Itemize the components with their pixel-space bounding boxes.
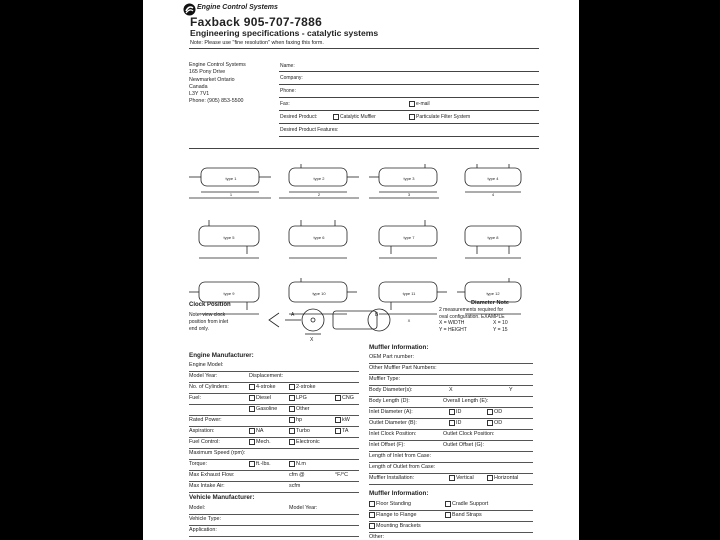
cell-text: OD bbox=[494, 420, 503, 427]
row-option bbox=[289, 472, 305, 478]
cell-text: ID bbox=[456, 420, 462, 427]
cell-text: Muffler Type: bbox=[369, 376, 400, 382]
diameter-note-line: 2 measurements required for bbox=[439, 307, 504, 313]
cell-text: Model Year: bbox=[289, 505, 318, 511]
type-label: type 3 bbox=[403, 176, 415, 181]
fax-form-page bbox=[143, 0, 579, 540]
catalytic-muffler-option[interactable] bbox=[333, 114, 376, 120]
checkbox[interactable] bbox=[333, 114, 339, 120]
row-option[interactable] bbox=[249, 461, 271, 467]
address-line: Phone: (905) 853-5500 bbox=[189, 98, 244, 105]
clock-letter: B bbox=[375, 312, 379, 318]
row-option bbox=[509, 387, 513, 393]
row-label bbox=[189, 439, 220, 445]
clock-note-line: Note: view clock bbox=[189, 312, 226, 318]
cell-text: Inlet Offset (F): bbox=[369, 442, 405, 448]
checkbox[interactable] bbox=[249, 384, 255, 390]
email-label: e-mail bbox=[416, 101, 430, 108]
row-option bbox=[449, 387, 453, 393]
clock-note-line: position from inlet bbox=[189, 319, 229, 325]
checkbox[interactable] bbox=[445, 512, 451, 518]
cell-text: Body Length (D): bbox=[369, 398, 410, 404]
row-option bbox=[443, 398, 488, 404]
type-label: type 7 bbox=[403, 235, 415, 240]
checkbox[interactable] bbox=[449, 409, 455, 415]
cell-text: Electronic bbox=[296, 439, 320, 446]
row-option[interactable] bbox=[335, 428, 349, 434]
option-label: Catalytic Muffler bbox=[340, 114, 376, 121]
cell-text: Band Straps bbox=[452, 512, 482, 519]
cell-text: Torque: bbox=[189, 461, 207, 467]
cell-text: TA bbox=[342, 428, 349, 435]
checkbox[interactable] bbox=[369, 512, 375, 518]
cell-text: cfm @ bbox=[289, 472, 305, 478]
row-option bbox=[249, 373, 283, 379]
cell-text: Max Intake Air: bbox=[189, 483, 225, 489]
phone-field[interactable] bbox=[279, 97, 539, 98]
checkbox[interactable] bbox=[369, 523, 375, 529]
checkbox[interactable] bbox=[449, 420, 455, 426]
cell-text: Other Muffler Part Numbers: bbox=[369, 365, 437, 371]
checkbox[interactable] bbox=[289, 428, 295, 434]
row-label bbox=[369, 354, 414, 360]
checkbox[interactable] bbox=[289, 417, 295, 423]
form-title: Faxback 905-707-7886 bbox=[190, 15, 323, 29]
row-label bbox=[189, 516, 221, 522]
cell-text: Overall Length (E): bbox=[443, 398, 489, 404]
cell-text: 4-stroke bbox=[256, 384, 276, 391]
checkbox[interactable] bbox=[335, 395, 341, 401]
checkbox[interactable] bbox=[289, 384, 295, 390]
row-label bbox=[189, 395, 201, 401]
row-option bbox=[443, 442, 484, 448]
dimension-label: 1 bbox=[229, 192, 233, 197]
muffler-type-8-drawing bbox=[465, 226, 521, 258]
row-option[interactable] bbox=[249, 406, 277, 412]
clock-position-title: Clock Position bbox=[189, 302, 231, 308]
email-option[interactable] bbox=[409, 101, 430, 107]
row-label bbox=[369, 464, 435, 470]
cell-text: Other bbox=[296, 406, 310, 413]
row-label bbox=[189, 505, 205, 511]
form-subtitle: Engineering specifications - catalytic systems bbox=[190, 28, 379, 38]
row-label bbox=[289, 505, 317, 511]
row-option[interactable] bbox=[487, 420, 502, 426]
cell-text: Horizontal bbox=[494, 475, 519, 482]
type-label: type 11 bbox=[402, 291, 416, 296]
clock-letter: A bbox=[291, 312, 295, 318]
checkbox[interactable] bbox=[409, 101, 415, 107]
type-label: type 9 bbox=[223, 291, 235, 296]
checkbox[interactable] bbox=[289, 395, 295, 401]
cell-text: Turbo bbox=[296, 428, 310, 435]
cell-text: Aspiration: bbox=[189, 428, 215, 434]
features-label: Desired Product Features: bbox=[280, 127, 339, 133]
row-label bbox=[189, 373, 217, 379]
type-label: type 2 bbox=[313, 176, 325, 181]
desired-product-label: Desired Product: bbox=[280, 114, 318, 120]
cell-text: Displacement: bbox=[249, 373, 284, 379]
clock-letter: X bbox=[310, 337, 314, 343]
row-option[interactable] bbox=[289, 461, 306, 467]
row-option[interactable] bbox=[289, 406, 309, 412]
row-label bbox=[369, 420, 417, 426]
diameter-note-title: Diameter Note bbox=[471, 300, 509, 306]
cell-text: X bbox=[449, 387, 453, 393]
type-label: type 12 bbox=[486, 291, 500, 296]
cell-text: Engine Model: bbox=[189, 362, 224, 368]
row-option[interactable] bbox=[449, 475, 474, 481]
cell-text: Fuel Control: bbox=[189, 439, 220, 445]
checkbox[interactable] bbox=[487, 420, 493, 426]
company-label: Company: bbox=[280, 75, 303, 81]
cell-text: Outlet Diameter (B): bbox=[369, 420, 417, 426]
row-label bbox=[189, 461, 207, 467]
header-divider bbox=[189, 48, 539, 49]
row-label bbox=[189, 428, 214, 434]
checkbox[interactable] bbox=[249, 395, 255, 401]
clock-note bbox=[189, 312, 228, 333]
particulate-filter-option[interactable] bbox=[409, 114, 470, 120]
row-option bbox=[289, 483, 300, 489]
engine-heading: Engine Manufacturer: bbox=[189, 352, 254, 359]
mount-option[interactable] bbox=[369, 512, 416, 518]
row-label bbox=[369, 453, 431, 459]
row-option[interactable] bbox=[487, 409, 502, 415]
table-row bbox=[189, 481, 359, 493]
checkbox[interactable] bbox=[369, 501, 375, 507]
fax-label: Fax: bbox=[280, 101, 290, 107]
checkbox[interactable] bbox=[249, 439, 255, 445]
cell-text: °F/°C bbox=[335, 472, 348, 478]
company-field[interactable] bbox=[279, 84, 539, 85]
y-height: Y = HEIGHT bbox=[439, 327, 467, 333]
row-option bbox=[335, 472, 348, 478]
mount-option[interactable] bbox=[445, 501, 488, 507]
cell-text: Outlet Offset (G): bbox=[443, 442, 484, 448]
brand-name: Engine Control Systems bbox=[197, 4, 278, 11]
table-row bbox=[369, 473, 533, 485]
mount-option[interactable] bbox=[369, 523, 421, 529]
row-label bbox=[189, 527, 217, 533]
address-line: L3Y 7V1 bbox=[189, 91, 210, 98]
row-label bbox=[369, 387, 412, 393]
phone-label: Phone: bbox=[280, 88, 296, 94]
cell-text: OEM Part number: bbox=[369, 354, 414, 360]
cell-text: Outlet Clock Position: bbox=[443, 431, 495, 437]
fax-note: Note: Please use "fine resolution" when faxing this form. bbox=[190, 40, 324, 46]
checkbox[interactable] bbox=[249, 461, 255, 467]
cell-text: Model Year: bbox=[189, 373, 218, 379]
name-field[interactable] bbox=[279, 71, 539, 72]
mount-option[interactable] bbox=[445, 512, 482, 518]
dimension-label: X bbox=[407, 318, 411, 323]
cell-text: Length of Outlet from Case: bbox=[369, 464, 436, 470]
muffler-type-9-drawing bbox=[189, 282, 259, 314]
row-label bbox=[189, 450, 245, 456]
row-option[interactable] bbox=[449, 420, 461, 426]
cell-text: Other: bbox=[369, 534, 384, 540]
company-address bbox=[189, 62, 246, 106]
type-label: type 6 bbox=[313, 235, 325, 240]
address-line: Newmarket Ontario bbox=[189, 76, 235, 83]
clock-note-line: end only. bbox=[189, 326, 209, 332]
cell-text: ID bbox=[456, 409, 462, 416]
name-label: Name: bbox=[280, 63, 295, 69]
type-label: type 8 bbox=[487, 235, 499, 240]
cell-text: Application: bbox=[189, 527, 217, 533]
checkbox[interactable] bbox=[449, 475, 455, 481]
table-row bbox=[369, 532, 533, 540]
muffler-type-3-drawing bbox=[369, 164, 439, 198]
mount-option[interactable] bbox=[369, 501, 411, 507]
row-label bbox=[369, 431, 416, 437]
cell-text: OD bbox=[494, 409, 503, 416]
type-label: type 4 bbox=[487, 176, 499, 181]
cell-text: NA bbox=[256, 428, 264, 435]
dimension-label: 3 bbox=[407, 192, 411, 197]
checkbox[interactable] bbox=[249, 428, 255, 434]
cell-text: Inlet Diameter (A): bbox=[369, 409, 413, 415]
checkbox[interactable] bbox=[289, 439, 295, 445]
muffler-options-heading: Muffler Information: bbox=[369, 490, 429, 497]
checkbox[interactable] bbox=[409, 114, 415, 120]
cell-text: 2-stroke bbox=[296, 384, 316, 391]
row-label bbox=[369, 442, 405, 448]
address-line: 165 Pony Drive bbox=[189, 69, 226, 76]
cell-text: Rated Power: bbox=[189, 417, 222, 423]
row-option[interactable] bbox=[289, 428, 310, 434]
cell-text: Floor Standing bbox=[376, 501, 412, 508]
row-option[interactable] bbox=[249, 439, 271, 445]
diameter-note-line: oval configuration. EXAMPLE bbox=[439, 313, 505, 320]
row-label bbox=[189, 417, 222, 423]
cell-text: Cradle Support bbox=[452, 501, 489, 508]
product-divider bbox=[279, 123, 539, 124]
cell-text: Mounting Brackets bbox=[376, 523, 421, 530]
row-option[interactable] bbox=[449, 409, 461, 415]
checkbox[interactable] bbox=[249, 406, 255, 412]
features-field-line[interactable] bbox=[189, 148, 539, 149]
cell-text: ft.-lbs. bbox=[256, 461, 271, 468]
x-width: X = WIDTH bbox=[439, 320, 465, 326]
x-value: X = 10 bbox=[493, 320, 508, 326]
muffler-heading: Muffler Information: bbox=[369, 344, 429, 351]
checkbox[interactable] bbox=[487, 409, 493, 415]
row-label bbox=[369, 365, 437, 371]
cell-text: Model: bbox=[189, 505, 206, 511]
type-label: type 5 bbox=[223, 235, 235, 240]
cell-text: LPG bbox=[296, 395, 307, 402]
row-option[interactable] bbox=[289, 417, 302, 423]
option-label: Particulate Filter System bbox=[416, 114, 471, 121]
cell-text: Body Diameter(s): bbox=[369, 387, 413, 393]
cell-text: Fuel: bbox=[189, 395, 201, 401]
cell-text: scfm bbox=[289, 483, 301, 489]
checkbox[interactable] bbox=[335, 428, 341, 434]
vehicle-heading: Vehicle Manufacturer: bbox=[189, 494, 255, 501]
checkbox[interactable] bbox=[289, 406, 295, 412]
cell-text: Inlet Clock Position: bbox=[369, 431, 417, 437]
type-label: type 10 bbox=[312, 291, 326, 296]
row-option[interactable] bbox=[335, 417, 350, 423]
cell-text: Y bbox=[509, 387, 513, 393]
row-option[interactable] bbox=[249, 428, 264, 434]
other-label bbox=[369, 534, 384, 540]
row-label bbox=[369, 409, 413, 415]
dimension-label: 2 bbox=[317, 192, 321, 197]
diameter-note bbox=[439, 307, 505, 320]
address-line: Engine Control Systems bbox=[189, 62, 246, 68]
type-label: type 1 bbox=[225, 176, 237, 181]
cell-text: CNG bbox=[342, 395, 354, 402]
cell-text: kW bbox=[342, 417, 350, 424]
cell-text: Max Exhaust Flow: bbox=[189, 472, 235, 478]
row-option bbox=[443, 431, 495, 437]
cell-text: Flange to Flange bbox=[376, 512, 417, 519]
fax-field[interactable] bbox=[279, 110, 539, 111]
row-label bbox=[189, 472, 235, 478]
cell-text: No. of Cylinders: bbox=[189, 384, 229, 390]
row-option[interactable] bbox=[249, 395, 271, 401]
cell-text: hp bbox=[296, 417, 302, 424]
row-label bbox=[369, 398, 410, 404]
checkbox[interactable] bbox=[335, 417, 341, 423]
features-field[interactable] bbox=[279, 136, 539, 137]
cell-text: Vehicle Type: bbox=[189, 516, 221, 522]
checkbox[interactable] bbox=[487, 475, 493, 481]
row-label bbox=[369, 376, 400, 382]
row-option[interactable] bbox=[487, 475, 518, 481]
row-label bbox=[189, 483, 225, 489]
checkbox[interactable] bbox=[445, 501, 451, 507]
row-option[interactable] bbox=[289, 384, 315, 390]
row-label bbox=[189, 384, 229, 390]
cell-text: Maximum Speed (rpm): bbox=[189, 450, 246, 456]
engine-model-label bbox=[189, 362, 223, 368]
cell-text: N.m bbox=[296, 461, 306, 468]
cell-text: Vertical bbox=[456, 475, 474, 482]
address-line: Canada bbox=[189, 83, 208, 90]
row-option[interactable] bbox=[249, 384, 275, 390]
row-option[interactable] bbox=[289, 395, 307, 401]
row-label bbox=[369, 475, 414, 481]
cell-text: Diesel bbox=[256, 395, 271, 402]
row-option[interactable] bbox=[335, 395, 354, 401]
cell-text: Gasoline bbox=[256, 406, 278, 413]
table-row bbox=[189, 525, 359, 537]
y-value: Y = 15 bbox=[493, 327, 508, 333]
cell-text: Length of Inlet from Case: bbox=[369, 453, 432, 459]
clock-position-diagram bbox=[265, 303, 405, 345]
cell-text: Mech. bbox=[256, 439, 271, 446]
dimension-label: 4 bbox=[491, 192, 495, 197]
row-option[interactable] bbox=[289, 439, 320, 445]
checkbox[interactable] bbox=[289, 461, 295, 467]
cell-text: Muffler Installation: bbox=[369, 475, 415, 481]
